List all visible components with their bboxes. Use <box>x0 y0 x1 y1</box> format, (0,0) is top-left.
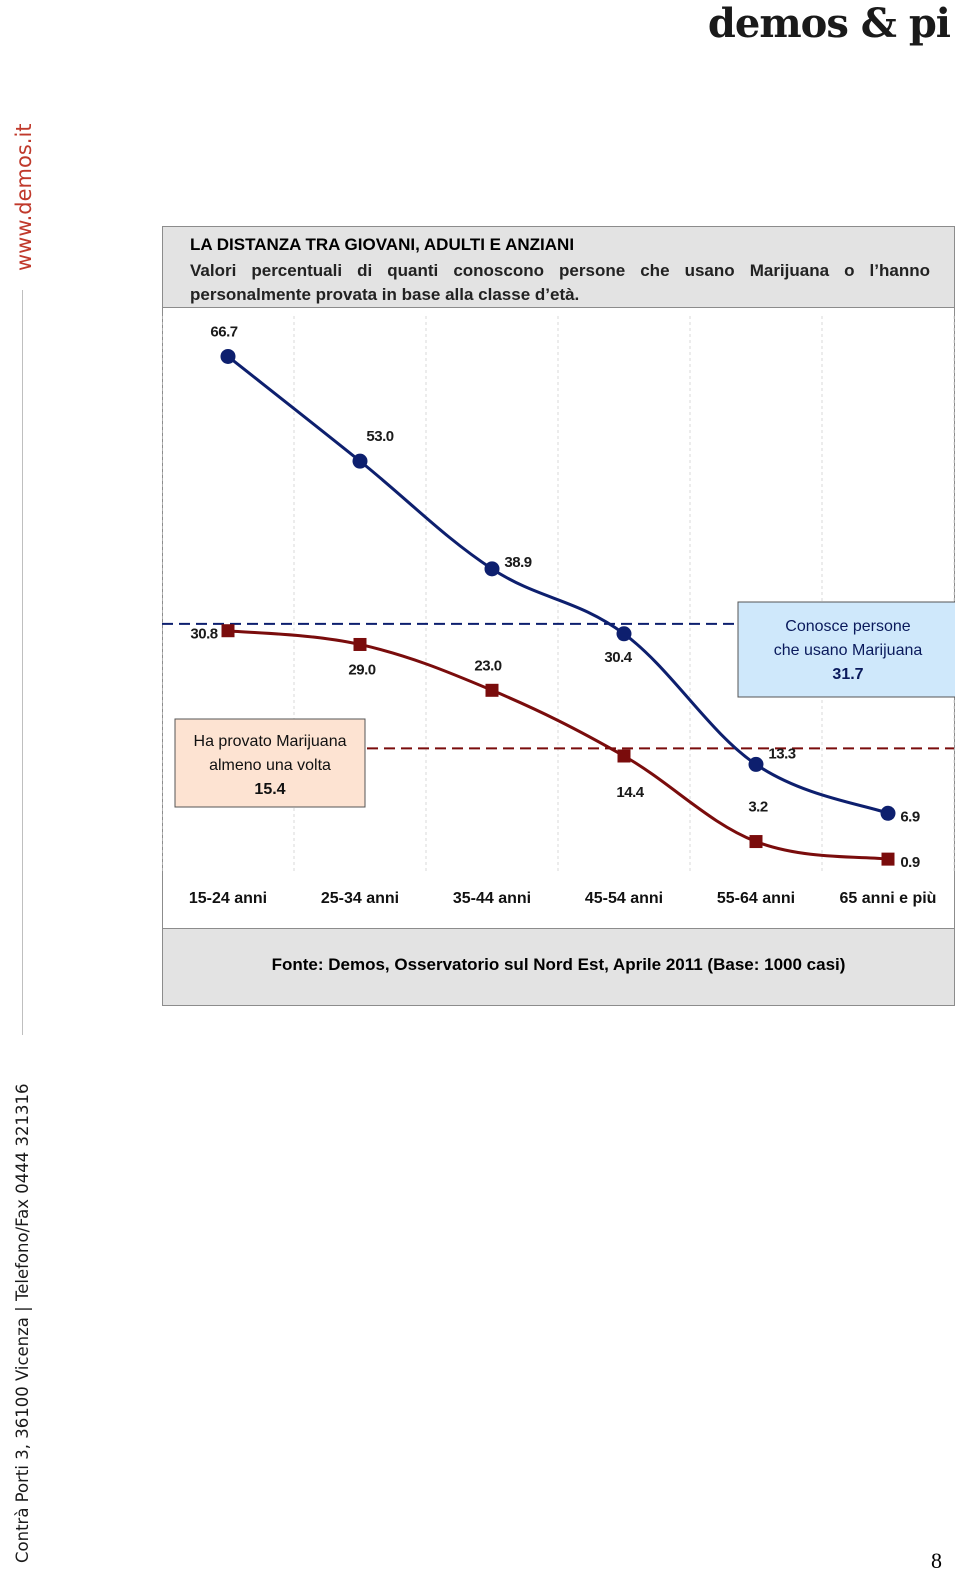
page-number: 8 <box>931 1548 942 1573</box>
x-tick-label: 55-64 anni <box>716 890 796 907</box>
data-label: 38.9 <box>504 553 532 571</box>
data-label: 53.0 <box>366 428 394 446</box>
data-point <box>486 684 499 697</box>
legend-label: che usano Marijuana <box>773 642 923 659</box>
data-label: 6.9 <box>900 808 920 826</box>
data-point <box>881 806 896 821</box>
line-chart <box>162 306 955 928</box>
side-address <box>4 1005 40 1565</box>
logo-text: demos & pi <box>707 0 950 47</box>
chart-subtitle: Valori percentuali di quanti conoscono persone che usano Marijuana o l’hanno personalmente provata in base alla classe d’età. <box>190 261 930 304</box>
chart-source: Fonte: Demos, Osservatorio sul Nord Est, Aprile 2011 (Base: 1000 casi) <box>271 955 846 974</box>
legend-label: Ha provato Marijuana <box>193 733 347 750</box>
side-url[interactable] <box>6 108 40 273</box>
data-point <box>222 624 235 637</box>
x-tick-label: 45-54 anni <box>584 890 664 907</box>
side-divider <box>22 290 23 1035</box>
data-label: 66.7 <box>210 323 238 341</box>
chart-title: LA DISTANZA TRA GIOVANI, ADULTI E ANZIANI <box>190 235 575 254</box>
data-label: 13.3 <box>768 745 796 763</box>
data-point <box>618 750 631 763</box>
demos-logo <box>708 0 950 48</box>
data-point <box>749 757 764 772</box>
data-point <box>750 835 763 848</box>
data-label: 23.0 <box>474 657 502 675</box>
data-point <box>617 626 632 641</box>
data-point <box>882 853 895 866</box>
x-tick-label: 65 anni e più <box>839 890 937 907</box>
x-tick-label: 25-34 anni <box>320 890 400 907</box>
x-tick-label: 15-24 anni <box>188 890 268 907</box>
legend-label: Conosce persone <box>785 618 911 635</box>
data-point <box>353 454 368 469</box>
legend-average-value: 15.4 <box>254 781 286 798</box>
legend-label: almeno una volta <box>209 757 331 774</box>
data-point <box>221 349 236 364</box>
data-label: 0.9 <box>900 854 920 872</box>
data-point <box>485 561 500 576</box>
chart-header <box>163 227 954 308</box>
legend-average-value: 31.7 <box>832 666 864 683</box>
data-label: 3.2 <box>748 798 768 816</box>
side-url-text: www.demos.it <box>12 123 36 271</box>
x-tick-label: 35-44 anni <box>452 890 532 907</box>
chart-footer <box>163 928 954 1005</box>
data-label: 30.8 <box>190 625 218 643</box>
data-label: 14.4 <box>616 784 644 801</box>
data-label: 29.0 <box>348 661 376 679</box>
data-point <box>354 638 367 651</box>
data-label: 30.4 <box>604 648 632 666</box>
side-address-text: Contrà Porti 3, 36100 Vicenza | Telefono/Fax 0444 321316 <box>13 1083 32 1563</box>
